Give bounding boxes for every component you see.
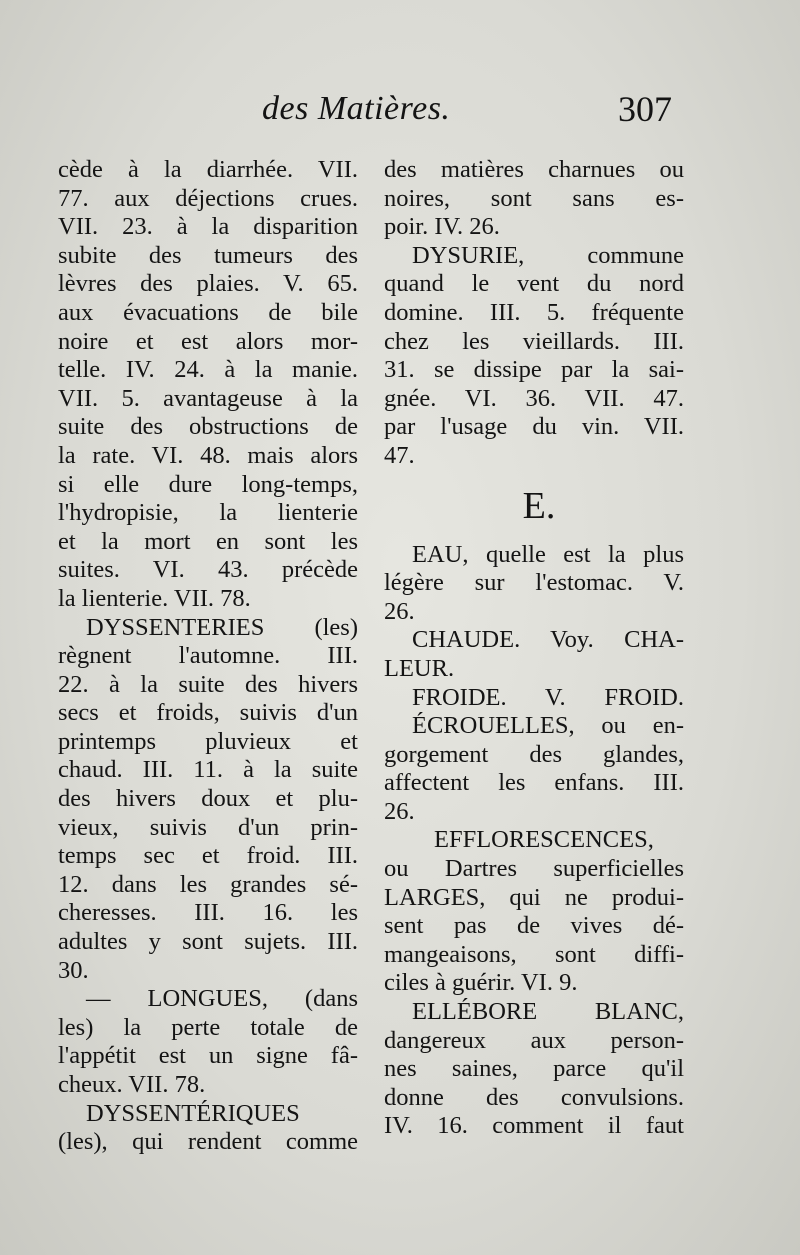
entry-heading-line: DYSSENTÉRIQUES	[86, 1099, 300, 1127]
entry-heading-line: CHAUDE. Voy. CHA-	[412, 626, 684, 654]
text-line: 26.	[384, 597, 415, 625]
text-line: 12. dans les grandes sé-	[58, 870, 358, 898]
text-line: l'hydropisie, la lienterie	[58, 499, 358, 527]
running-title: des Matières.	[262, 90, 451, 127]
text-line: la rate. VI. 48. mais alors	[58, 441, 358, 469]
text-line: chaud. III. 11. à la suite	[58, 756, 358, 784]
text-line: 31. se dissipe par la sai-	[384, 356, 684, 384]
text-line: 47.	[384, 441, 415, 469]
text-line: 26.	[384, 797, 415, 825]
text-line: des hivers doux et plu-	[58, 785, 358, 813]
text-line: adultes y sont sujets. III.	[58, 928, 358, 956]
text-line: cheresses. III. 16. les	[58, 899, 358, 927]
text-line: telle. IV. 24. à la manie.	[58, 356, 358, 384]
text-line: mangeaisons, sont diffi-	[384, 940, 684, 968]
page-number: 307	[618, 89, 672, 129]
text-line: dangereux aux person-	[384, 1026, 684, 1054]
text-line: noire et est alors mor-	[58, 327, 358, 355]
text-line: ciles à guérir. VI. 9.	[384, 969, 578, 997]
text-line: gnée. VI. 36. VII. 47.	[384, 384, 684, 412]
text-line: légère sur l'estomac. V.	[384, 569, 684, 597]
text-line: 22. à la suite des hivers	[58, 670, 358, 698]
page-header	[0, 90, 800, 140]
text-line: aux évacuations de bile	[58, 298, 358, 326]
text-line: quand le vent du nord	[384, 270, 684, 298]
text-line: domine. III. 5. fréquente	[384, 298, 684, 326]
text-line: lèvres des plaies. V. 65.	[58, 270, 358, 298]
text-line: les) la perte totale de	[58, 1013, 358, 1041]
text-line: secs et froids, suivis d'un	[58, 699, 358, 727]
text-line: gorgement des glandes,	[384, 740, 684, 768]
text-line: chez les vieillards. III.	[384, 327, 684, 355]
text-line: 77. aux déjections crues.	[58, 184, 358, 212]
text-line: noires, sont sans es-	[384, 184, 684, 212]
text-line: (les), qui rendent comme	[58, 1128, 358, 1156]
right-column	[384, 156, 684, 1141]
text-line: cède à la diarrhée. VII.	[58, 156, 358, 183]
text-line: vieux, suivis d'un prin-	[58, 813, 358, 841]
text-line: suites. VI. 43. précède	[58, 556, 358, 584]
entry-heading-line: EAU, quelle est la plus	[412, 540, 684, 568]
entry-heading-line: EFFLORESCENCES,	[434, 826, 654, 854]
text-line: poir. IV. 26.	[384, 213, 500, 241]
text-line: 30.	[58, 956, 89, 984]
text-line: si elle dure long-temps,	[58, 470, 358, 498]
text-line: cheux. VII. 78.	[58, 1071, 206, 1098]
text-line: temps sec et froid. III.	[58, 842, 358, 870]
text-line: VII. 5. avantageuse à la	[58, 384, 358, 412]
text-line: affectent les enfans. III.	[384, 769, 684, 797]
text-line: LARGES, qui ne produi-	[384, 883, 684, 911]
text-line: printemps pluvieux et	[58, 727, 358, 755]
text-line: et la mort en sont les	[58, 527, 358, 555]
text-line: suite des obstructions de	[58, 413, 358, 441]
section-letter-heading: E.	[522, 484, 556, 527]
text-line: nes saines, parce qu'il	[384, 1055, 684, 1083]
entry-heading-line: — LONGUES, (dans	[86, 985, 358, 1013]
entry-heading-line: DYSSENTERIES (les)	[86, 613, 358, 641]
text-line: LEUR.	[384, 654, 455, 682]
text-line: des matières charnues ou	[384, 156, 684, 183]
text-line: IV. 16. comment il faut	[384, 1112, 684, 1140]
entry-heading-line: ÉCROUELLES, ou en-	[412, 712, 684, 740]
text-line: par l'usage du vin. VII.	[384, 413, 684, 441]
text-line: ou Dartres superficielles	[384, 855, 684, 883]
left-column	[58, 156, 358, 1157]
entry-heading-line: FROIDE. V. FROID.	[412, 683, 684, 711]
text-line: l'appétit est un signe fâ-	[58, 1042, 358, 1070]
text-line: règnent l'automne. III.	[58, 642, 358, 670]
text-line: sent pas de vives dé-	[384, 912, 684, 940]
entry-heading-line: DYSURIE, commune	[412, 241, 684, 269]
text-line: donne des convulsions.	[384, 1083, 684, 1111]
text-line: VII. 23. à la disparition	[58, 213, 358, 241]
text-line: subite des tumeurs des	[58, 241, 358, 269]
entry-heading-line: ELLÉBORE BLANC,	[412, 998, 684, 1026]
text-line: la lienterie. VII. 78.	[58, 584, 251, 612]
